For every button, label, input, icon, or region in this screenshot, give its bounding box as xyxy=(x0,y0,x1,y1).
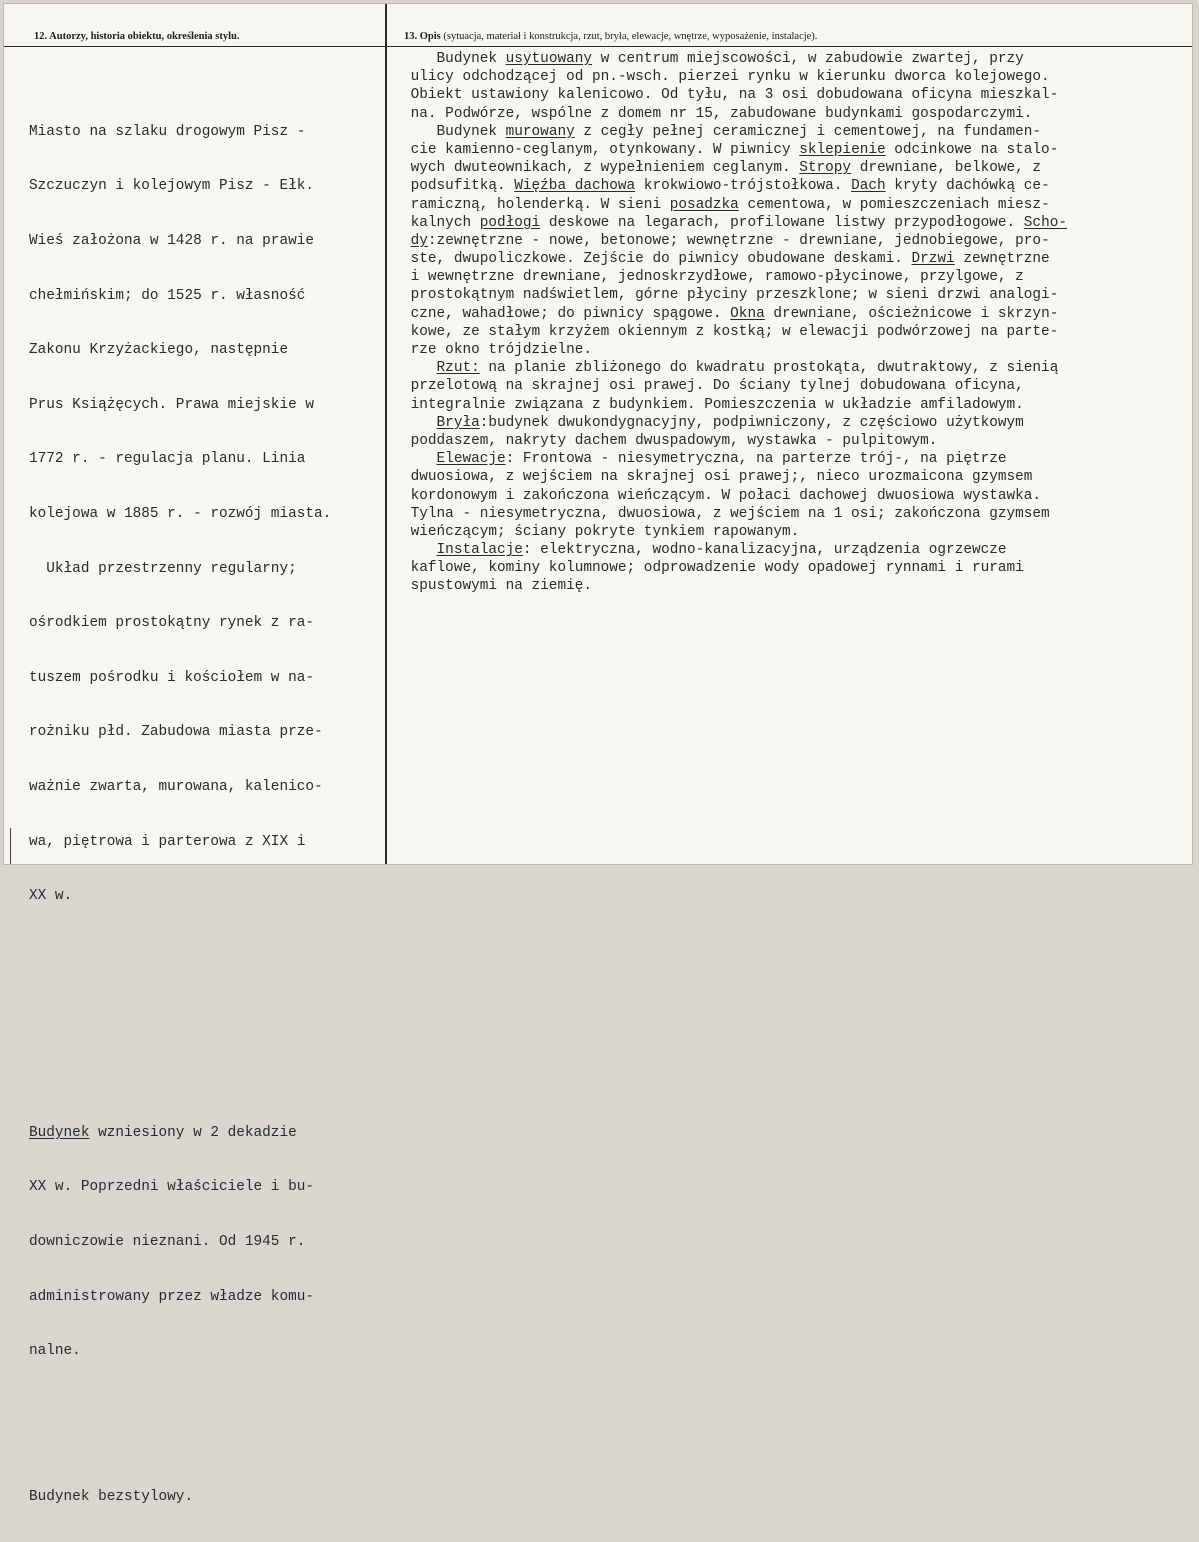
text-line xyxy=(402,577,1067,595)
text-run: ste, dwupoliczkowe. Zejście do piwnicy obudowane deskami. xyxy=(402,251,912,268)
text-line xyxy=(402,141,1067,159)
section-13-subtitle: (sytuacja, materiał i konstrukcja, rzut, bryła, elewacje, wnętrze, wyposażenie, instalacje). xyxy=(443,31,818,42)
section-13-number: 13. xyxy=(404,31,418,42)
text-run: drewniane, ościeżnicowe i skrzyn- xyxy=(764,305,1059,322)
text-line: tuszem pośrodku i kościołem w na- xyxy=(29,669,314,686)
text-line xyxy=(402,232,1067,250)
text-line xyxy=(402,286,1067,304)
text-run xyxy=(402,415,437,431)
text-run: krokwiowo-trójstołkowa. xyxy=(635,178,852,195)
building-paragraph xyxy=(29,1087,331,1396)
text-line xyxy=(402,105,1067,123)
keyword: posadzka xyxy=(669,196,739,213)
text-line: downiczowie nieznani. Od 1945 r. xyxy=(29,1233,306,1250)
text-line xyxy=(29,1124,331,1142)
text-run: na. Podwórze, wspólne z domem nr 15, zabudowane budynkami gospodarczymi. xyxy=(402,105,1033,122)
text-line xyxy=(402,268,1067,286)
text-run: poddaszem, nakryty dachem dwuspadowym, wystawka - pulpitowym. xyxy=(402,432,938,449)
text-line xyxy=(402,50,1067,68)
text-line: rożniku płd. Zabudowa miasta prze- xyxy=(29,724,323,741)
keyword: Drzwi xyxy=(911,251,955,268)
text-run: wych dwuteownikach, z wypełnieniem ceglanym. xyxy=(402,160,800,177)
text-line xyxy=(402,86,1067,104)
keyword: sklepienie xyxy=(799,141,886,158)
text-line xyxy=(402,414,1067,432)
text-line xyxy=(402,341,1067,359)
keyword: Scho- xyxy=(1023,214,1067,231)
header-rule xyxy=(4,46,1192,47)
text-line: chełmińskim; do 1525 r. własność xyxy=(29,287,306,304)
text-run: deskowe na legarach, profilowane listwy przypodłogowe. xyxy=(540,214,1024,231)
text-line xyxy=(402,323,1067,341)
text-run xyxy=(402,542,437,558)
text-line xyxy=(402,214,1067,232)
keyword: Instalacje xyxy=(436,542,523,559)
text-run: zewnętrzne xyxy=(954,251,1050,268)
text-line xyxy=(402,177,1067,195)
text-run: : Frontowa - niesymetryczna, na parterze trój-, na piętrze xyxy=(505,451,1007,468)
history-column xyxy=(29,50,331,1542)
section-13-title: Opis xyxy=(419,31,441,42)
text-run: przelotową na skrajnej osi prawej. Do ściany tylnej dobudowana oficyna, xyxy=(402,378,1024,395)
text-run: wzniesiony w 2 dekadzie xyxy=(89,1124,297,1141)
text-line: Prus Książęcych. Prawa miejskie w xyxy=(29,396,314,413)
keyword: dy xyxy=(410,232,428,249)
text-line xyxy=(402,450,1067,468)
text-run: cementowa, w pomieszczeniach miesz- xyxy=(738,196,1050,213)
text-line: ośrodkiem prostokątny rynek z ra- xyxy=(29,615,314,632)
text-line: Szczuczyn i kolejowym Pisz - Ełk. xyxy=(29,178,314,195)
text-run: integralnie związana z budynkiem. Pomieszczenia w układzie amfiladowym. xyxy=(402,396,1024,413)
text-line xyxy=(402,68,1067,86)
paragraph-gap xyxy=(29,1433,331,1451)
section-13-header xyxy=(404,31,817,42)
text-run: kaflowe, kominy kolumnowe; odprowadzenie wody opadowej rynnami i rurami xyxy=(402,560,1024,577)
keyword: Elewacje xyxy=(436,451,506,468)
text-run: kordonowym i zakończona wieńczącym. W połaci dachowej dwuosiowa wystawka. xyxy=(402,487,1042,504)
keyword: murowany xyxy=(505,123,575,140)
text-line: wa, piętrowa i parterowa z XIX i xyxy=(29,833,306,850)
text-line: XX w. Poprzedni właściciele i bu- xyxy=(29,1179,314,1196)
keyword: Bryła xyxy=(436,414,480,431)
text-run: kowe, ze stałym krzyżem okiennym z kostką; w elewacji podwórzowej na parte- xyxy=(402,323,1059,340)
text-run xyxy=(402,360,437,376)
text-line: 1772 r. - regulacja planu. Linia xyxy=(29,451,306,468)
description-column xyxy=(402,50,1067,596)
text-run: odcinkowe na stalo- xyxy=(885,141,1059,158)
text-run: spustowymi na ziemię. xyxy=(402,578,592,595)
text-line xyxy=(402,123,1067,141)
corner-mark xyxy=(10,828,11,864)
text-line xyxy=(402,541,1067,559)
text-run: :budynek dwukondygnacyjny, podpiwniczony, z częściowo użytkowym xyxy=(479,414,1024,431)
text-run: drewniane, belkowe, z xyxy=(851,160,1042,177)
section-12-number: 12. xyxy=(34,31,48,42)
text-run xyxy=(402,451,437,467)
text-line xyxy=(402,487,1067,505)
style-line: Budynek bezstylowy. xyxy=(29,1488,194,1505)
text-line xyxy=(402,523,1067,541)
text-run: ulicy odchodzącej od pn.-wsch. pierzei rynku w kierunku dworca kolejowego. xyxy=(402,69,1050,86)
text-run: prostokątnym nadświetlem, górne płyciny przeszklone; w sieni drzwi analogi- xyxy=(402,287,1059,304)
text-line: nalne. xyxy=(29,1343,81,1360)
keyword: Stropy xyxy=(799,160,852,177)
text-line: Miasto na szlaku drogowym Pisz - xyxy=(29,123,306,140)
text-line: ważnie zwarta, murowana, kalenico- xyxy=(29,778,323,795)
text-run: i wewnętrzne drewniane, jednoskrzydłowe, ramowo-płycinowe, przylgowe, z xyxy=(402,269,1024,286)
text-line xyxy=(402,559,1067,577)
text-run: kalnych xyxy=(402,214,480,231)
text-line xyxy=(402,432,1067,450)
catalog-card xyxy=(3,3,1193,1505)
text-run: wieńczącym; ściany pokryte tynkiem rapowanym. xyxy=(402,523,800,540)
text-run: na planie zbliżonego do kwadratu prostokąta, dwutraktowy, z sienią xyxy=(479,360,1059,377)
text-run: ramiczną, holenderką. W sieni xyxy=(402,196,670,213)
text-run: :zewnętrzne - nowe, betonowe; wewnętrzne - drewniane, jednobiegowe, pro- xyxy=(427,232,1050,249)
text-line: Wieś założona w 1428 r. na prawie xyxy=(29,233,314,249)
text-line xyxy=(402,396,1067,414)
keyword: Okna xyxy=(730,305,765,322)
text-line xyxy=(402,377,1067,395)
section-12-title: Autorzy, historia obiektu, określenia stylu. xyxy=(49,31,240,42)
text-line xyxy=(402,250,1067,268)
text-run: czne, wahadłowe; do piwnicy spągowe. xyxy=(402,305,731,322)
keyword: Dach xyxy=(851,178,886,195)
text-run: rze okno trójdzielne. xyxy=(402,342,592,358)
text-line xyxy=(402,505,1067,523)
text-run: z cegły pełnej ceramicznej i cementowej, na fundamen- xyxy=(574,123,1042,140)
text-line: Układ przestrzenny regularny; xyxy=(29,560,297,577)
text-line: Zakonu Krzyżackiego, następnie xyxy=(29,342,289,359)
text-line xyxy=(402,468,1067,486)
keyword-budynek: Budynek xyxy=(29,1124,90,1141)
text-line xyxy=(402,359,1067,377)
column-divider xyxy=(385,4,387,864)
keyword: Rzut: xyxy=(436,360,480,377)
text-line xyxy=(402,305,1067,323)
text-run: kryty dachówką ce- xyxy=(885,178,1050,195)
text-run: : elektryczna, wodno-kanalizacyjna, urządzenia ogrzewcze xyxy=(522,542,1007,559)
text-line xyxy=(402,159,1067,177)
text-run: podsufitką. xyxy=(402,178,515,195)
text-line: kolejowa w 1885 r. - rozwój miasta. xyxy=(29,505,332,522)
section-12-header xyxy=(34,31,239,42)
keyword: Więźba dachowa xyxy=(514,178,636,195)
text-run: Tylna - niesymetryczna, dwuosiowa, z wejściem na 1 osi; zakończona gzymsem xyxy=(402,505,1050,522)
text-run: dwuosiowa, z wejściem na skrajnej osi prawej;, nieco urozmaicona gzymsem xyxy=(402,469,1033,486)
text-run: Budynek xyxy=(402,51,506,67)
text-line xyxy=(402,196,1067,214)
history-paragraph xyxy=(29,86,331,941)
text-run: Budynek xyxy=(402,123,506,140)
paragraph-gap xyxy=(29,978,331,996)
text-run: w centrum miejscowości, w zabudowie zwartej, przy xyxy=(592,51,1024,67)
text-line: XX w. xyxy=(29,888,73,905)
keyword: podłogi xyxy=(479,214,541,231)
paragraph-gap xyxy=(29,1033,331,1051)
text-run: Obiekt ustawiony kalenicowo. Od tyłu, na 3 osi dobudowana oficyna mieszkal- xyxy=(402,87,1059,104)
keyword: usytuowany xyxy=(505,51,592,67)
text-run xyxy=(402,233,411,249)
text-run: cie kamienno-ceglanym, otynkowany. W piwnicy xyxy=(402,141,800,158)
text-line: administrowany przez władze komu- xyxy=(29,1288,314,1305)
